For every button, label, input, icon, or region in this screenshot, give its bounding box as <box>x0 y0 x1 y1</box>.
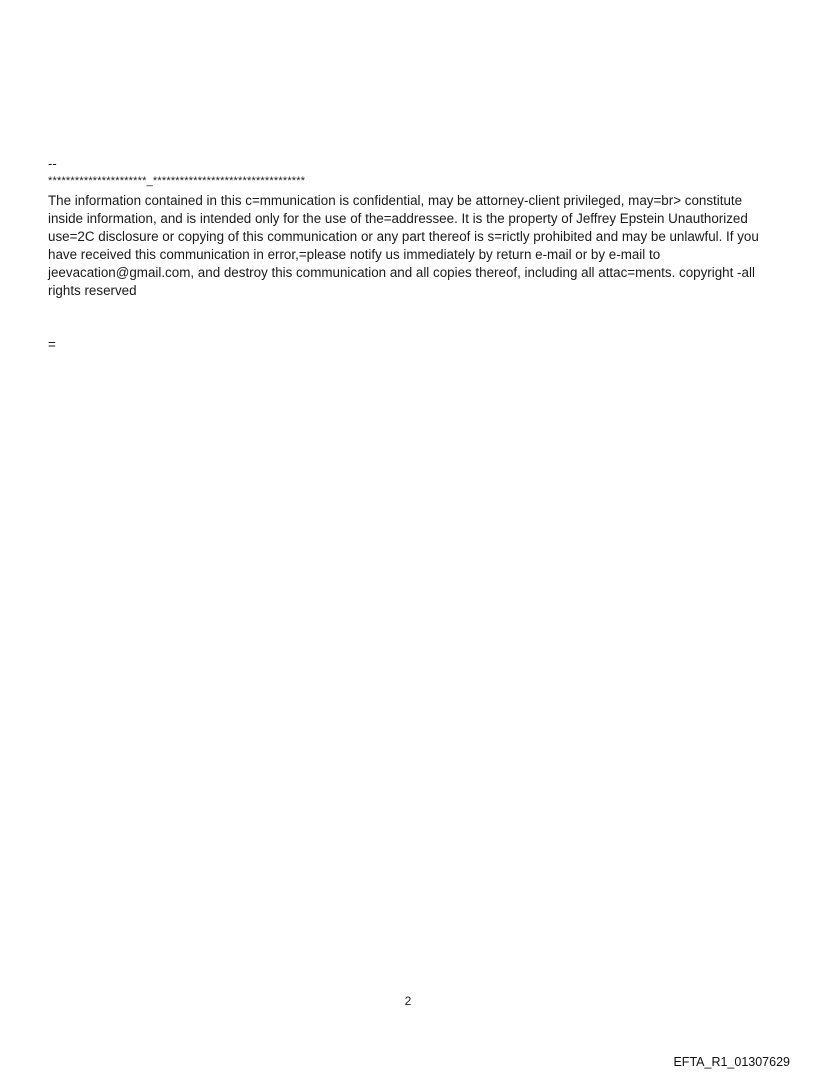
disclaimer-line: The information contained in this c=mmunication is confidential, may be attorney-client privileged, may=br> constitute <box>48 193 743 208</box>
bates-number: EFTA_R1_01307629 <box>673 1055 790 1069</box>
disclaimer-line: have received this communication in error,=please notify us immediately by return e-mail or by e-mail to <box>48 247 661 262</box>
confidentiality-disclaimer <box>48 192 778 300</box>
signature-separator-stars: **********************_********************************** <box>48 175 306 187</box>
disclaimer-line: jeevacation@gmail.com, and destroy this communication and all copies thereof, including all attac=ments. copyright -all <box>48 265 755 280</box>
disclaimer-line: inside information, and is intended only for the use of the=addressee. It is the property of Jeffrey Epstein Unauthorized <box>48 211 748 226</box>
page-number: 2 <box>404 994 412 1008</box>
signature-separator-dashes: -- <box>48 156 57 171</box>
disclaimer-line: rights reserved <box>48 283 137 298</box>
trailing-equals-sign: = <box>48 337 56 352</box>
disclaimer-line: use=2C disclosure or copying of this communication or any part thereof is s=rictly prohibited and may be unlawful. If you <box>48 229 759 244</box>
